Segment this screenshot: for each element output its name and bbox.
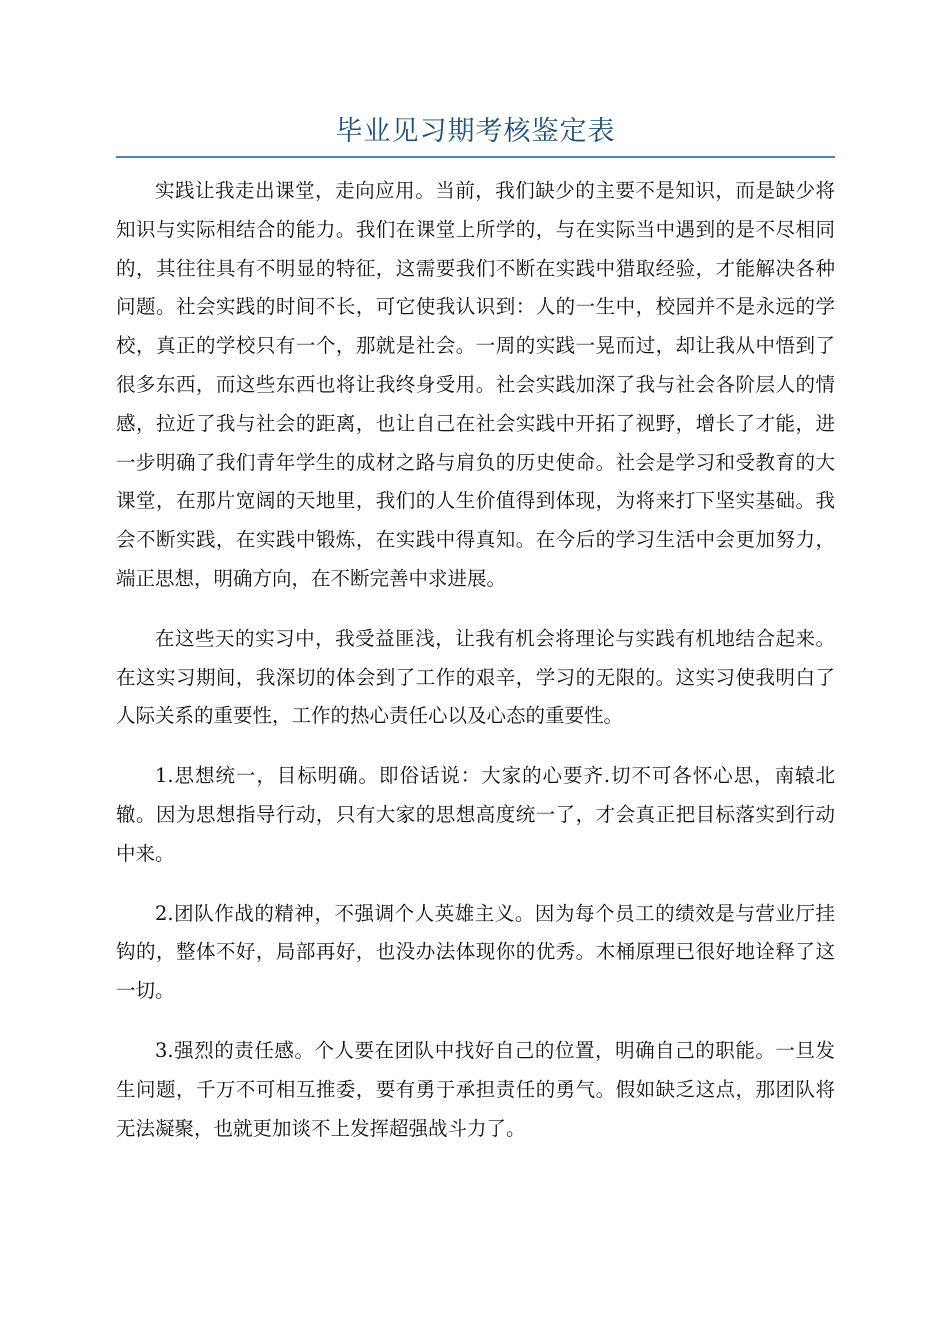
paragraph-point-2: 2.团队作战的精神，不强调个人英雄主义。因为每个员工的绩效是与营业厅挂钩的，整体不好，局部再好，也没办法体现你的优秀。木桶原理已很好地诠释了这一切。: [116, 901, 835, 1003]
document-body: [116, 172, 835, 1169]
paragraph-point-1: 1.思想统一，目标明确。即俗话说：大家的心要齐.切不可各怀心思，南辕北辙。因为思想指导行动，只有大家的思想高度统一了，才会真正把目标落实到行动中来。: [116, 764, 835, 865]
paragraph-internship-gains: 在这些天的实习中，我受益匪浅，让我有机会将理论与实践有机地结合起来。在这实习期间，我深切的体会到了工作的艰辛，学习的无限的。这实习使我明白了人际关系的重要性，工作的热心责任心以及心态的重要性。: [116, 626, 835, 728]
title-block: [116, 112, 835, 158]
paragraph-point-3: 3.强烈的责任感。个人要在团队中找好自己的位置，明确自己的职能。一旦发生问题，千万不可相互推委，要有勇于承担责任的勇气。假如缺乏这点，那团队将无法凝聚，也就更加谈不上发挥超强战斗力了。: [116, 1038, 835, 1140]
paragraph-practice-reflection: 实践让我走出课堂，走向应用。当前，我们缺少的主要不是知识，而是缺少将知识与实际相结合的能力。我们在课堂上所学的，与在实际当中遇到的是不尽相同的，其往往具有不明显的特征，这需要我们不断在实践中猎取经验，才能解决各种问题。社会实践的时间不长，可它使我认识到：人的一生中，校园并不是永远的学校，真正的学校只有一个，那就是社会。一周的实践一晃而过，却让我从中悟到了很多东西，而这些东西也将让我终身受用。社会实践加深了我与社会各阶层人的情感，拉近了我与社会的距离，也让自己在社会实践中开拓了视野，增长了才能，进一步明确了我们青年学生的成材之路与肩负的历史使命。社会是学习和受教育的大课堂，在那片宽阔的天地里，我们的人生价值得到体现，为将来打下坚实基础。我会不断实践，在实践中锻炼，在实践中得真知。在今后的学习生活中会更加努力，端正思想，明确方向，在不断完善中求进展。: [116, 179, 835, 590]
page-title: 毕业见习期考核鉴定表: [335, 116, 616, 147]
